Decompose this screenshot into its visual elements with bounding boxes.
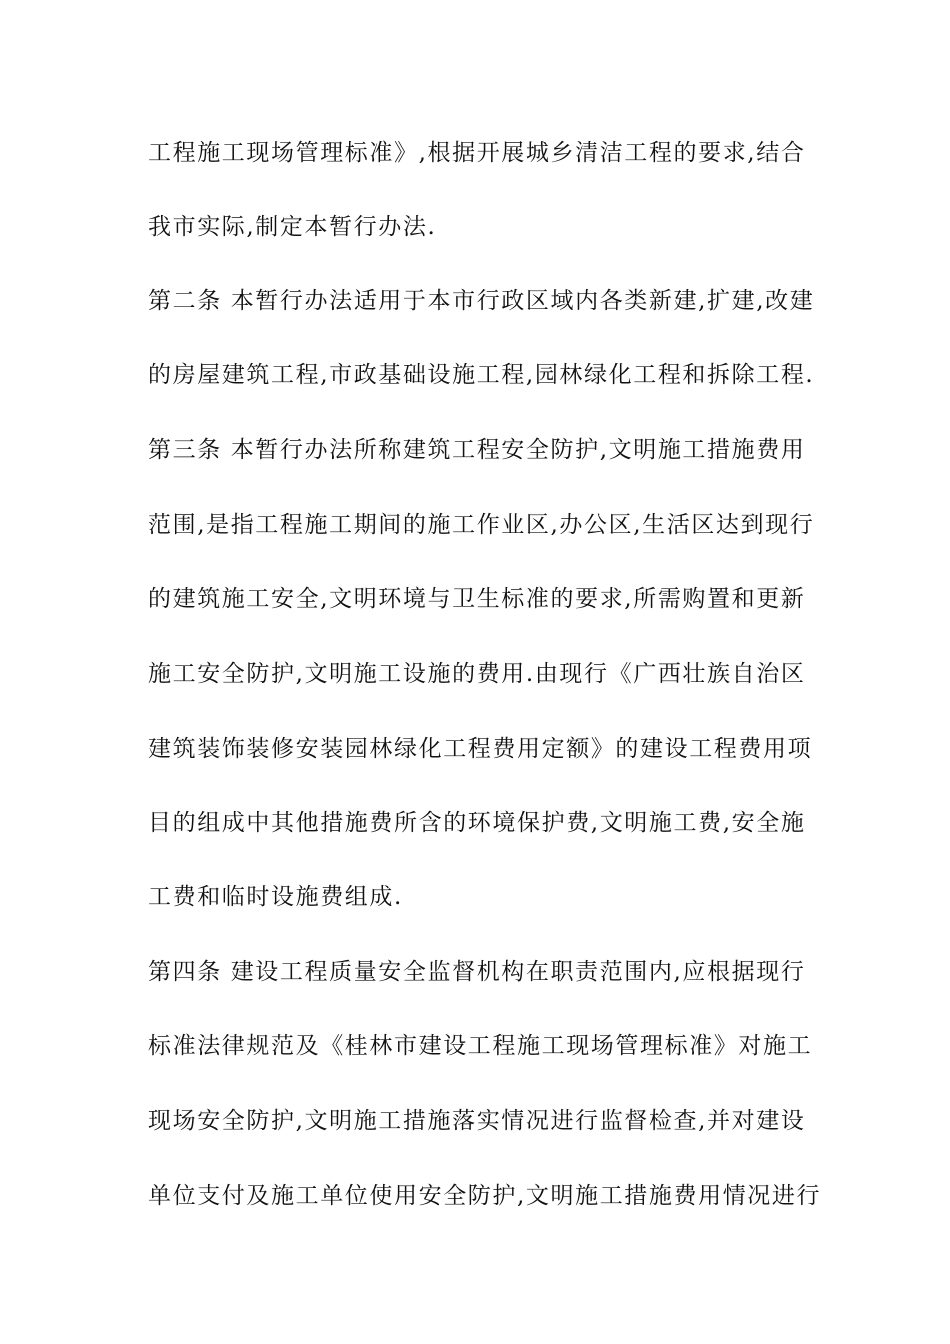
text-line: 现场安全防护,文明施工措施落实情况进行监督检查,并对建设 <box>148 1108 806 1134</box>
text-line: 第二条 本暂行办法适用于本市行政区域内各类新建,扩建,改建 <box>148 288 815 314</box>
text-line: 的房屋建筑工程,市政基础设施工程,园林绿化工程和拆除工程. <box>148 362 815 388</box>
text-line: 工费和临时设施费组成. <box>148 884 403 910</box>
text-line: 范围,是指工程施工期间的施工作业区,办公区,生活区达到现行 <box>148 512 815 538</box>
text-line: 施工安全防护,文明施工设施的费用.由现行《广西壮族自治区 <box>148 661 806 687</box>
text-line: 工程施工现场管理标准》,根据开展城乡清洁工程的要求,结合 <box>148 140 806 166</box>
text-line: 第四条 建设工程质量安全监督机构在职责范围内,应根据现行 <box>148 959 806 985</box>
text-line: 我市实际,制定本暂行办法. <box>148 214 437 240</box>
text-line: 目的组成中其他措施费所含的环境保护费,文明施工费,安全施 <box>148 810 806 836</box>
text-line: 标准法律规范及《桂林市建设工程施工现场管理标准》对施工 <box>148 1033 813 1059</box>
text-line: 的建筑施工安全,文明环境与卫生标准的要求,所需购置和更新 <box>148 586 806 612</box>
text-line: 第三条 本暂行办法所称建筑工程安全防护,文明施工措施费用 <box>148 437 806 463</box>
text-line: 单位支付及施工单位使用安全防护,文明施工措施费用情况进行 <box>148 1183 822 1209</box>
text-line: 建筑装饰装修安装园林绿化工程费用定额》的建设工程费用项 <box>148 736 813 762</box>
